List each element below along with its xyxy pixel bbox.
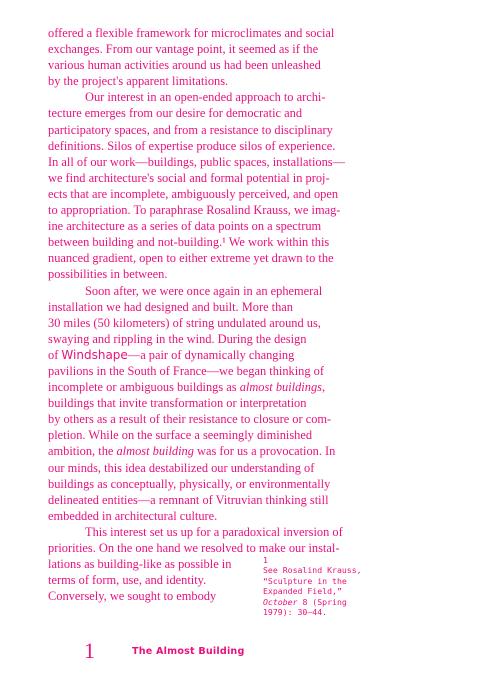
text-line: buildings as conceptually, physically, or environmentally [48, 476, 331, 491]
text-line: our minds, this idea destabilized our understanding of [48, 460, 315, 475]
footnote-line: See Rosalind Krauss, [263, 565, 362, 576]
text-line [48, 379, 468, 395]
page-number: 1 [84, 638, 95, 663]
body-text [48, 25, 468, 604]
text-line: we find architecture's social and formal potential in proj- [48, 170, 330, 185]
text-fragment: , [321, 380, 326, 395]
text-line: definitions. Silos of expertise produce silos of experience. [48, 138, 336, 153]
text-line: lations as building-like as possible in [48, 557, 232, 572]
text-line: between building and not-building.¹ We work within this [48, 235, 330, 250]
footnote [263, 555, 463, 617]
text-fragment: incomplete or ambiguous buildings as [48, 380, 240, 395]
project-title-windshape: Windshape [61, 347, 128, 362]
footnote-line: “Sculpture in the [263, 575, 347, 586]
text-line: This interest set us up for a paradoxical inversion of [85, 524, 343, 539]
text-line: In all of our work—buildings, public spaces, installations— [48, 154, 345, 169]
text-line: nuanced gradient, open to either extreme yet drawn to the [48, 251, 334, 266]
text-line: Conversely, we sought to embody [48, 589, 217, 604]
text-line: swaying and rippling in the wind. During the design [48, 331, 307, 346]
text-line: terms of form, use, and identity. [48, 573, 207, 588]
text-line: buildings that invite transformation or interpretation [48, 396, 307, 411]
text-fragment: —a pair of dynamically changing [127, 347, 295, 362]
text-line: by others as a result of their resistance to closure or com- [48, 412, 332, 427]
text-line: delineated entities—a remnant of Vitruvian thinking still [48, 492, 329, 507]
text-line [48, 347, 468, 363]
text-line: tecture emerges from our desire for democratic and [48, 106, 303, 121]
text-line: to appropriation. To paraphrase Rosalind Krauss, we imag- [48, 203, 341, 218]
text-line: participatory spaces, and from a resistance to disciplinary [48, 122, 333, 137]
footnote-line: 1979): 30–44. [263, 607, 328, 618]
emphasis-almost-building: almost building [116, 444, 194, 459]
text-line: ects that are incomplete, ambiguously perceived, and open [48, 186, 339, 201]
text-line: offered a flexible framework for microclimates and social [48, 26, 335, 40]
text-line: by the project's apparent limitations. [48, 74, 229, 89]
text-line: 30 miles (50 kilometers) of string undulated around us, [48, 315, 321, 330]
text-line: Our interest in an open-ended approach to archi- [85, 90, 326, 105]
text-line: various human activities around us had been unleashed [48, 58, 321, 73]
text-line [48, 443, 468, 459]
text-line: installation we had designed and built. More than [48, 299, 294, 314]
text-line: ine architecture as a series of data points on a spectrum [48, 219, 322, 234]
text-line: priorities. On the one hand we resolved to make our instal- [48, 541, 340, 555]
footnote-line: Expanded Field,” [263, 586, 342, 597]
text-line: pletion. While on the surface a seemingly diminished [48, 428, 313, 443]
text-line: embedded in architectural culture. [48, 508, 218, 523]
emphasis-almost-buildings: almost buildings [239, 380, 322, 395]
text-line: Soon after, we were once again in an ephemeral [85, 283, 323, 298]
text-fragment: 8 (Spring [297, 596, 347, 607]
footnote-journal: October [263, 596, 298, 607]
text-line: exchanges. From our vantage point, it seemed as if the [48, 42, 319, 57]
text-line: possibilities in between. [48, 267, 168, 282]
text-line: pavilions in the South of France—we began thinking of [48, 363, 324, 378]
footnote-line [263, 597, 463, 607]
running-footer-title: The Almost Building [132, 646, 245, 657]
text-fragment: ambition, the [48, 444, 117, 459]
text-fragment: was for us a provocation. In [193, 444, 336, 459]
footnote-number: 1 [263, 555, 268, 565]
text-fragment: of [48, 347, 62, 362]
